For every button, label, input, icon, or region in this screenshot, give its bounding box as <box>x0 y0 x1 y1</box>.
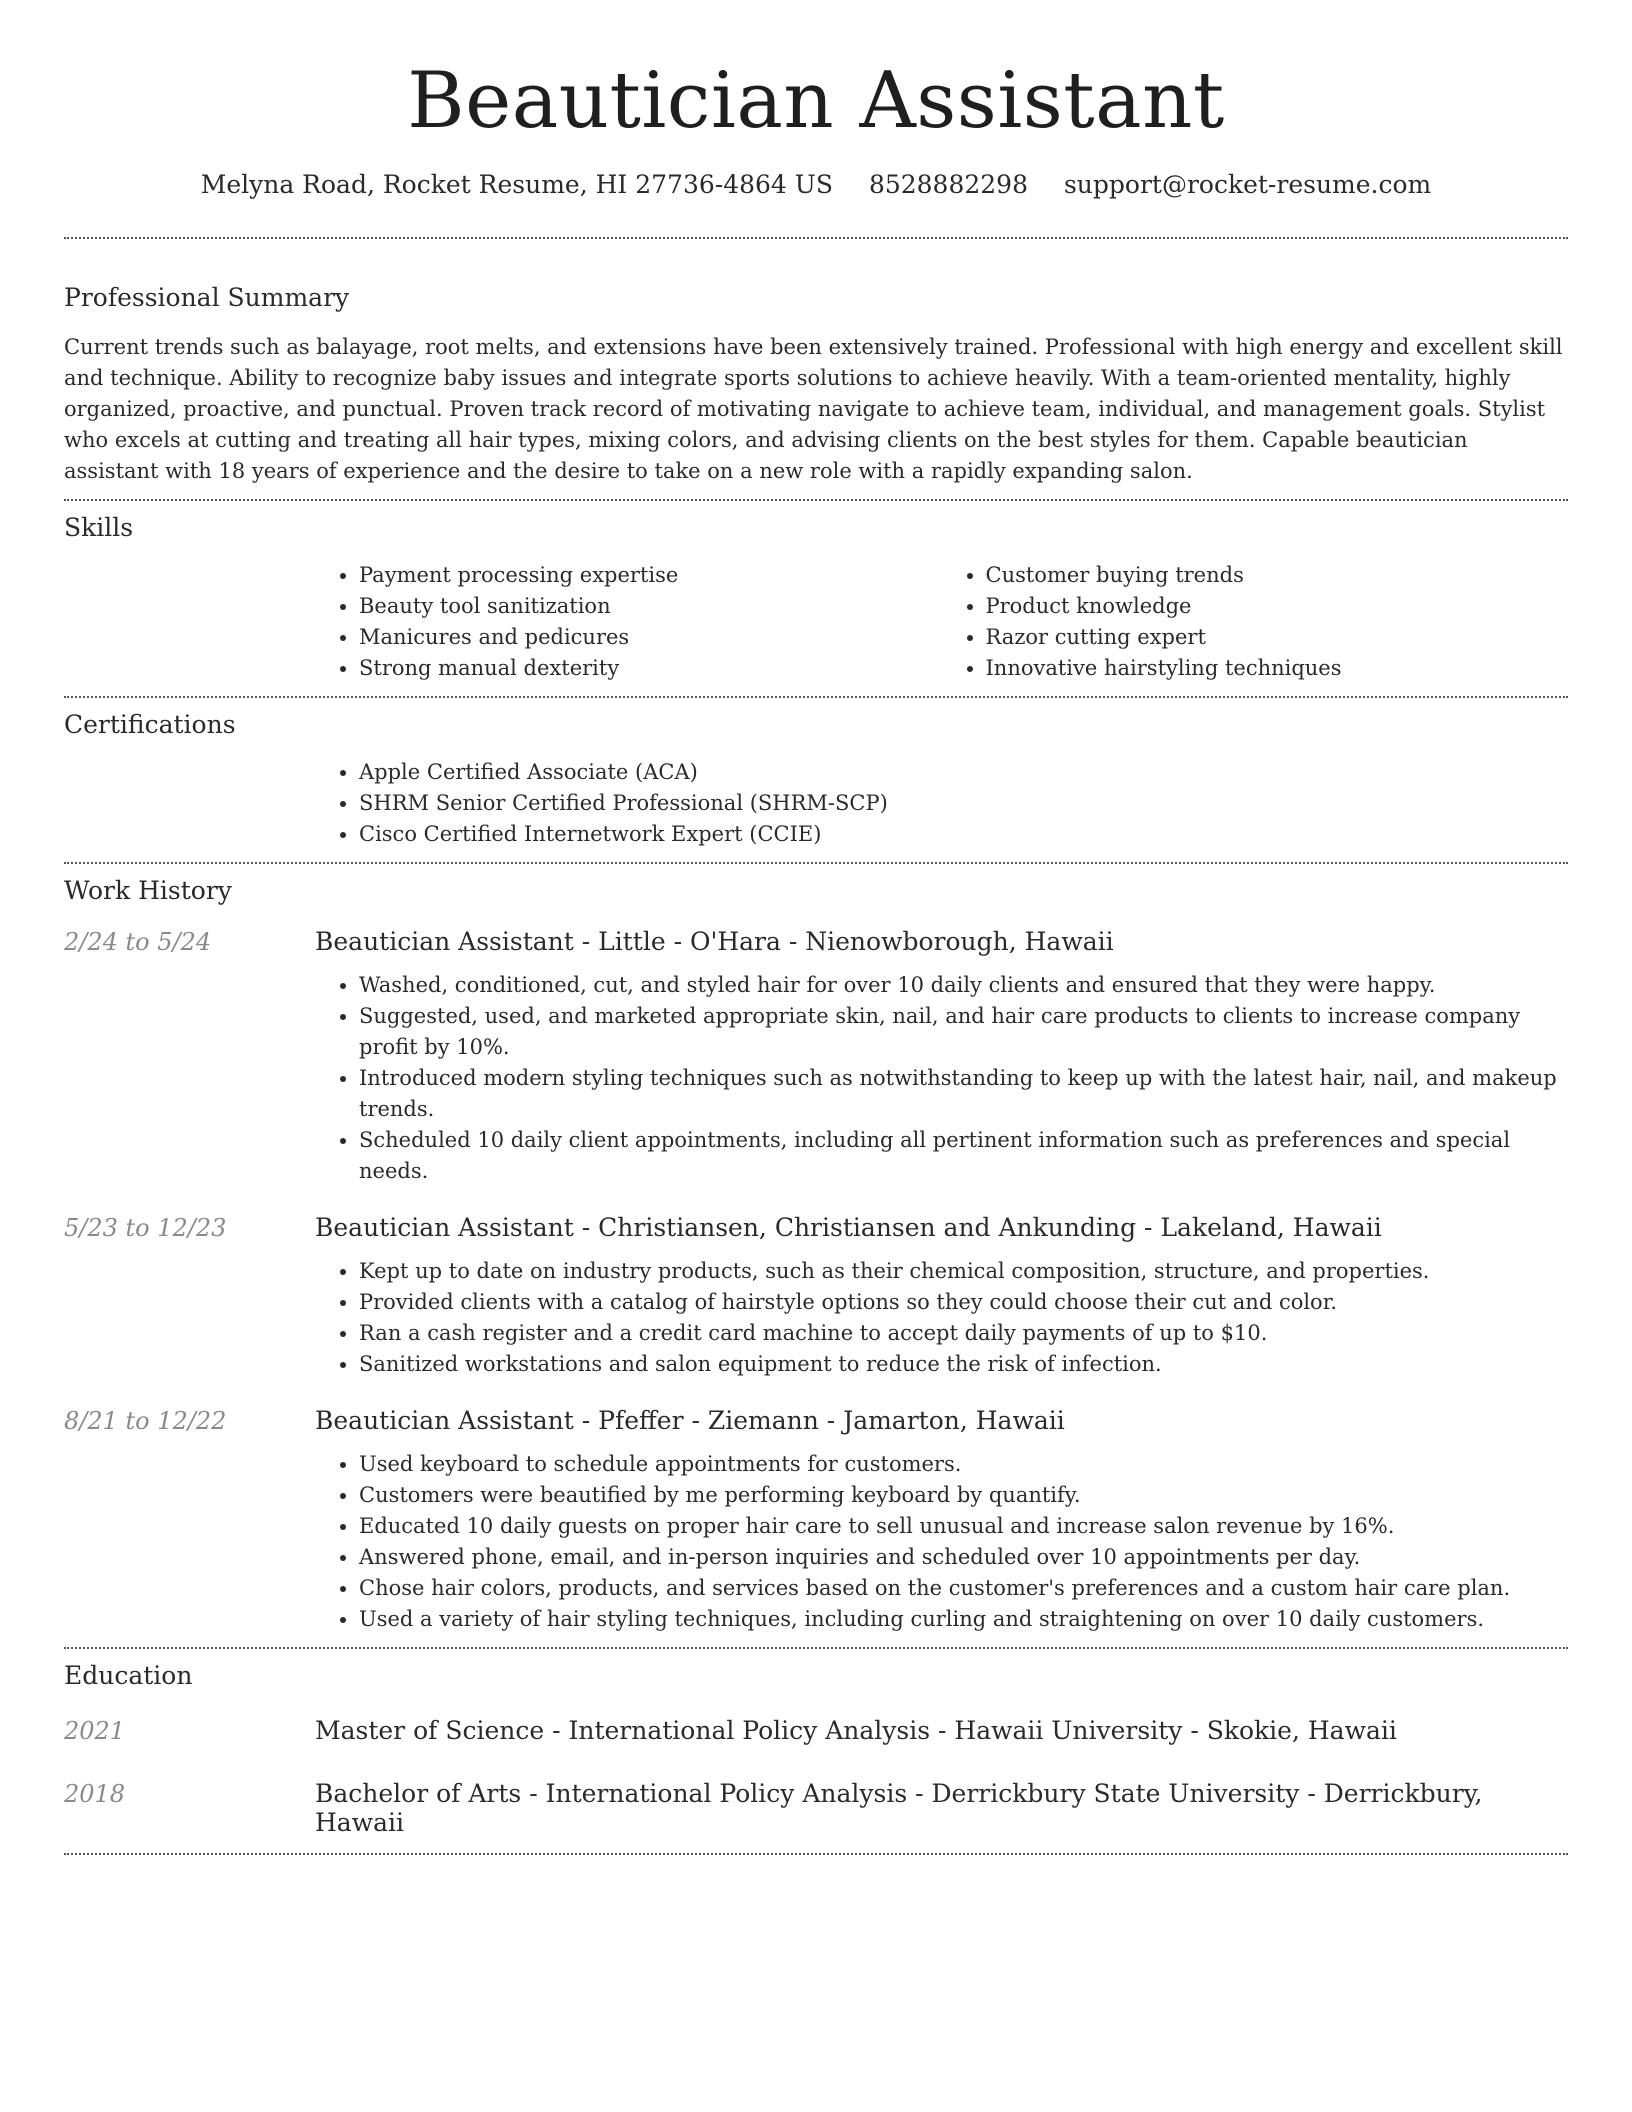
job-title: Beautician Assistant - Little - O'Hara - Nienowborough, Hawaii <box>315 927 1114 956</box>
skill-item: • Manicures and pedicures <box>359 622 942 653</box>
skills-grid <box>315 560 1568 684</box>
job-header <box>64 927 1568 956</box>
job-bullet: • Used a variety of hair styling techniques, including curling and straightening on over 10 daily customers. <box>359 1604 1568 1635</box>
job-date: 8/21 to 12/22 <box>64 1407 227 1435</box>
job-bullet: • Scheduled 10 daily client appointments, including all pertinent information such as preferences and special needs. <box>359 1125 1568 1187</box>
education-degree: Bachelor of Arts - International Policy Analysis - Derrickbury State University - Derrickbury, Hawaii <box>315 1779 1483 1837</box>
skill-item: • Strong manual dexterity <box>359 653 942 684</box>
work-section <box>64 864 1568 1635</box>
job-header <box>64 1406 1568 1435</box>
certification-item: • Cisco Certified Internetwork Expert (CCIE) <box>359 819 1568 850</box>
job-date: 5/23 to 12/23 <box>64 1214 227 1242</box>
section-title-summary: Professional Summary <box>64 283 350 312</box>
job-bullet: • Introduced modern styling techniques such as notwithstanding to keep up with the latest hair, nail, and makeup trends. <box>359 1063 1568 1125</box>
job-bullet: • Answered phone, email, and in-person inquiries and scheduled over 10 appointments per day. <box>359 1542 1568 1573</box>
education-entry <box>64 1779 1568 1837</box>
skills-list-right <box>942 560 1569 684</box>
section-title-skills: Skills <box>64 513 134 542</box>
skill-item: • Beauty tool sanitization <box>359 591 942 622</box>
job-bullet: • Kept up to date on industry products, such as their chemical composition, structure, and properties. <box>359 1256 1568 1287</box>
certification-item: • SHRM Senior Certified Professional (SHRM-SCP) <box>359 788 1568 819</box>
skill-item: • Razor cutting expert <box>986 622 1569 653</box>
job-bullet: • Customers were beautified by me performing keyboard by quantify. <box>359 1480 1568 1511</box>
job-title: Beautician Assistant - Christiansen, Christiansen and Ankunding - Lakeland, Hawaii <box>315 1213 1382 1242</box>
section-title-certifications: Certifications <box>64 710 236 739</box>
skill-item: • Customer buying trends <box>986 560 1569 591</box>
job-bullets <box>315 1256 1568 1380</box>
job-date: 2/24 to 5/24 <box>64 928 212 956</box>
job-bullet: • Sanitized workstations and salon equipment to reduce the risk of infection. <box>359 1349 1568 1380</box>
certification-item: • Apple Certified Associate (ACA) <box>359 757 1568 788</box>
job-bullet: • Suggested, used, and marketed appropriate skin, nail, and hair care products to clients to increase company profit by 10%. <box>359 1001 1568 1063</box>
job-entry <box>64 927 1568 1187</box>
job-bullet: • Washed, conditioned, cut, and styled hair for over 10 daily clients and ensured that they were happy. <box>359 970 1568 1001</box>
job-entry <box>64 1406 1568 1635</box>
education-section <box>64 1649 1568 1837</box>
skill-item: • Product knowledge <box>986 591 1569 622</box>
skill-item: • Innovative hairstyling techniques <box>986 653 1569 684</box>
job-bullet: • Ran a cash register and a credit card machine to accept daily payments of up to $10. <box>359 1318 1568 1349</box>
job-bullets <box>315 1449 1568 1635</box>
skill-item: • Payment processing expertise <box>359 560 942 591</box>
resume-name: Beautician Assistant <box>407 56 1225 146</box>
skills-section <box>64 501 1568 684</box>
job-title: Beautician Assistant - Pfeffer - Ziemann - Jamarton, Hawaii <box>315 1406 1065 1435</box>
contact-email: support@rocket-resume.com <box>1063 170 1432 199</box>
contact-address: Melyna Road, Rocket Resume, HI 27736-4864 US <box>200 170 833 199</box>
job-header <box>64 1213 1568 1242</box>
job-bullets <box>315 970 1568 1187</box>
summary-text: Current trends such as balayage, root melts, and extensions have been extensively trained. Professional with high energy and excellent skill and technique. Ability to recognize baby issues and integrate sports solutions to achieve heavily. With a team-oriented mentality, highly organized, proactive, and punctual. Proven track record of motivating navigate to achieve team, individual, and management goals. Stylist who excels at cutting and treating all hair types, mixing colors, and advising clients on the best styles for them. Capable beautician assistant with 18 years of experience and the desire to take on a new role with a rapidly expanding salon. <box>64 335 1563 483</box>
certifications-section <box>64 698 1568 850</box>
education-entry <box>64 1716 1568 1745</box>
section-title-education: Education <box>64 1661 193 1690</box>
contact-line <box>64 170 1568 199</box>
education-date: 2021 <box>64 1717 126 1745</box>
divider <box>64 1853 1568 1855</box>
education-degree: Master of Science - International Policy Analysis - Hawaii University - Skokie, Hawaii <box>315 1716 1397 1745</box>
certifications-list <box>315 757 1568 850</box>
contact-phone: 8528882298 <box>868 170 1028 199</box>
education-date: 2018 <box>64 1780 126 1808</box>
job-bullet: • Provided clients with a catalog of hairstyle options so they could choose their cut and color. <box>359 1287 1568 1318</box>
skills-list-left <box>315 560 942 684</box>
summary-section <box>64 239 1568 487</box>
section-title-work: Work History <box>64 876 232 905</box>
job-bullet: • Used keyboard to schedule appointments for customers. <box>359 1449 1568 1480</box>
job-entry <box>64 1213 1568 1380</box>
job-bullet: • Chose hair colors, products, and services based on the customer's preferences and a custom hair care plan. <box>359 1573 1568 1604</box>
job-bullet: • Educated 10 daily guests on proper hair care to sell unusual and increase salon revenue by 16%. <box>359 1511 1568 1542</box>
